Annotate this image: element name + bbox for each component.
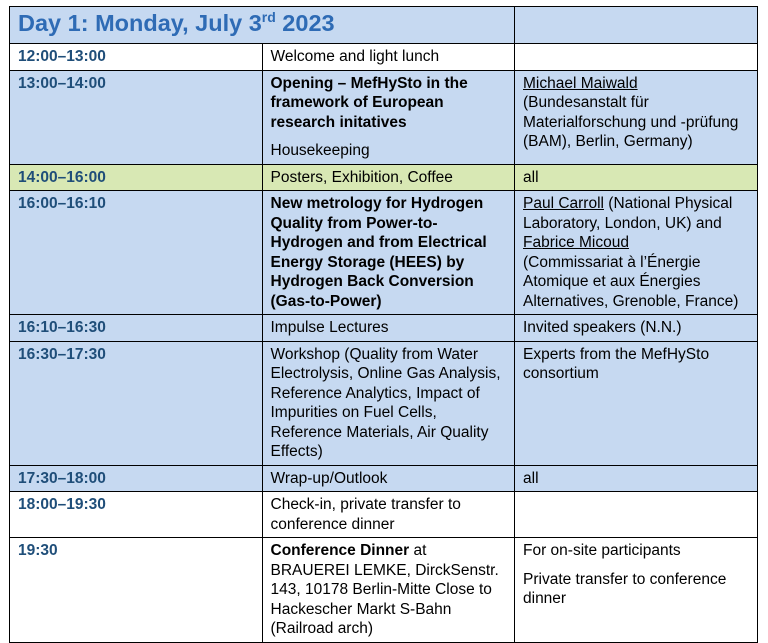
- speaker-name-link[interactable]: Michael Maiwald: [523, 74, 638, 92]
- dinner-transfer-note: Private transfer to conference dinner: [523, 570, 727, 607]
- title-row: [10, 7, 758, 44]
- speaker-affiliation: (Commissariat à l’Énergie Atomique et aux Énergies Alternatives, Grenoble, France): [523, 253, 739, 310]
- dinner-details: at BRAUEREI LEMKE, DirckSenstr. 143, 10178 Berlin-Mitte Close to Hackescher Markt S-Bahn (Railroad arch): [270, 542, 499, 637]
- agenda-row-1730: [10, 465, 758, 492]
- session-title: Opening – MefHySto in the framework of European research initatives: [270, 74, 468, 131]
- time-cell: 12:00–13:00: [10, 44, 263, 71]
- activity-cell: [262, 70, 515, 164]
- activity-cell: Check-in, private transfer to conference dinner: [262, 492, 515, 538]
- speaker-affiliation: (Bundesanstalt für Materialforschung und -prüfung (BAM), Berlin, Germany): [523, 94, 739, 150]
- agenda-row-1930: [10, 538, 758, 643]
- time-cell: 14:00–16:00: [10, 164, 263, 191]
- speaker-cell: all: [515, 164, 758, 191]
- agenda-row-1600: [10, 191, 758, 315]
- session-note: Housekeeping: [270, 142, 370, 159]
- title-prefix: Day 1: Monday, July 3: [18, 9, 262, 36]
- time-cell: 16:30–17:30: [10, 341, 263, 465]
- agenda-row-1300: [10, 70, 758, 164]
- agenda-row-1800: [10, 492, 758, 538]
- speaker-cell: [515, 70, 758, 164]
- time-cell: 19:30: [10, 538, 263, 643]
- speaker-cell: all: [515, 465, 758, 492]
- time-cell: 13:00–14:00: [10, 70, 263, 164]
- speaker-cell: [515, 191, 758, 315]
- title-superscript: rd: [261, 8, 276, 25]
- activity-cell: Welcome and light lunch: [262, 44, 515, 71]
- agenda-table: [9, 6, 758, 643]
- agenda-row-1610: [10, 315, 758, 342]
- activity-cell: [262, 538, 515, 643]
- speaker-name-link[interactable]: Fabrice Micoud: [523, 234, 629, 251]
- speaker-cell: Invited speakers (N.N.): [515, 315, 758, 342]
- dinner-audience: For on-site participants: [523, 542, 681, 559]
- time-cell: 16:10–16:30: [10, 315, 263, 342]
- title-cell: [10, 7, 515, 44]
- time-cell: 16:00–16:10: [10, 191, 263, 315]
- page-title: [18, 10, 335, 36]
- agenda-row-1630: [10, 341, 758, 465]
- title-suffix: 2023: [275, 9, 335, 36]
- speaker-cell: [515, 44, 758, 71]
- activity-cell: New metrology for Hydrogen Quality from Power-to-Hydrogen and from Electrical Energy Storage (HEES) by Hydrogen Back Conversion (Gas-to-Power): [262, 191, 515, 315]
- speaker-cell: [515, 538, 758, 643]
- speaker-affiliation: (National Physical Laboratory, London, UK) and: [523, 195, 733, 232]
- activity-cell: Workshop (Quality from Water Electrolysis, Online Gas Analysis, Reference Analytics, Impact of Impurities on Fuel Cells, Reference Materials, Air Quality Effects): [262, 341, 515, 465]
- agenda-sheet: [9, 6, 758, 643]
- speaker-cell: [515, 492, 758, 538]
- agenda-row-1400: [10, 164, 758, 191]
- speaker-name-link[interactable]: Paul Carroll: [523, 195, 604, 212]
- time-cell: 18:00–19:30: [10, 492, 263, 538]
- activity-cell: Posters, Exhibition, Coffee: [262, 164, 515, 191]
- activity-cell: Wrap-up/Outlook: [262, 465, 515, 492]
- agenda-row-1200: [10, 44, 758, 71]
- time-cell: 17:30–18:00: [10, 465, 263, 492]
- dinner-title: Conference Dinner: [270, 542, 410, 559]
- speaker-cell: Experts from the MefHySto consortium: [515, 341, 758, 465]
- activity-cell: Impulse Lectures: [262, 315, 515, 342]
- title-empty-cell: [515, 7, 758, 44]
